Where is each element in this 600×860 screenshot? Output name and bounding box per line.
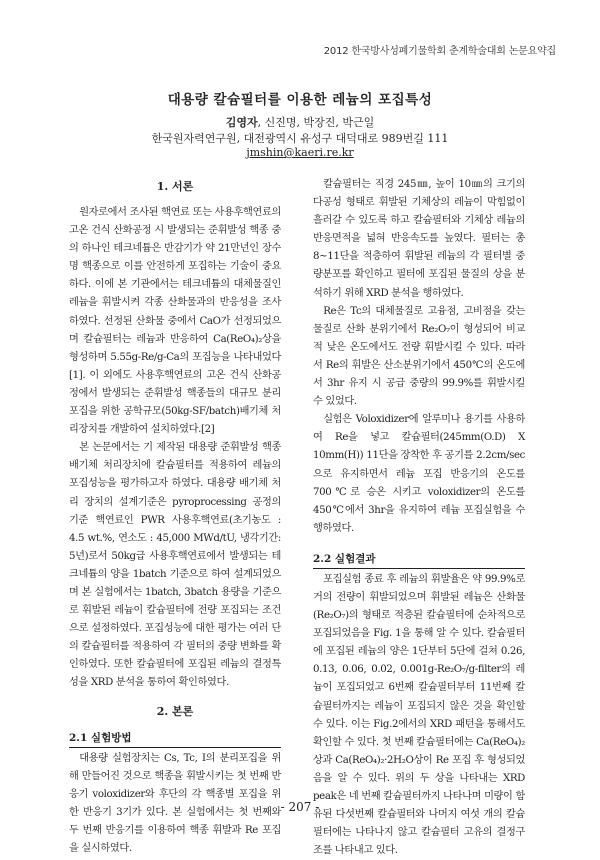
affiliation: 한국원자력연구원, 대전광역시 유성구 대덕대로 989번길 111 bbox=[151, 132, 449, 145]
contact-email[interactable]: jmshin@kaeri.re.kr bbox=[246, 146, 354, 159]
method-paragraph-3: Re은 Tc의 대체물질로 고융점, 고비점을 갖는 물질로 산화 분위기에서 Re₂O₇이 형성되어 비교적 낮은 온도에서도 전량 휘발시킬 수 있다. 따라서 Re의 휘발은 산소분위기에서 450℃의 온도에서 3hr 유지 시 공급 중량의 99.9%를 휘발시킬 수 있었다. bbox=[313, 305, 525, 408]
left-column bbox=[69, 176, 281, 858]
section-title-body: 2. 본론 bbox=[156, 704, 194, 718]
intro-paragraph-2: 본 논문에서는 기 제작된 대용량 준휘발성 핵종 배기체 처리장치에 칼슘필터를 적용하여 레늄의 포집성능을 평가하고자 하였다. 대용량 배기체 처리 장치의 설계기준은 pyroprocessing 공정의 기준 핵연료인 PWR 사용후핵연료(초기농도 : 4.5 wt.%, 연소도 : 45,000 MWd/tU, 냉각기간: 5년)로서 50kg급 사용후핵연료에서 발생되는 테크네튬의 양을 1batch 기준으로 하여 설계되었으며 본 실험에서는 1batch, 3batch 용량을 기준으로 휘발된 레늄이 칼슘필터에 전량 포집되는 조건으로 설정하였다. 포집성능에 대한 평가는 여러 단의 칼슘필터를 적용하여 각 필터의 중량 변화를 확인하였다. 또한 칼슘필터에 포집된 레늄의 결정특성을 XRD 분석을 통하여 확인하였다. bbox=[69, 442, 281, 689]
subsection-title-results: 2.2 실험결과 bbox=[313, 550, 525, 569]
co-authors: , 신진명, 박장진, 박근일 bbox=[257, 116, 375, 129]
intro-paragraph-1: 원자로에서 조사된 핵연료 또는 사용후핵연료의 고온 건식 산화공정 시 발생되는 준휘발성 핵종 중의 하나인 테크네튬은 반감기가 약 21만년인 장수명 핵종으로 이를 안전하게 포집하는 기술이 중요하다. 이에 본 기관에서는 테크네튬의 대체물질인 레늄을 휘발시켜 각종 산화물과의 반응성을 조사하였다. 선정된 산화물 중에서 CaO가 선정되었으며 칼슘필터는 레늄과 반응하여 Ca(ReO₄)₂상을 형성하며 5.55g-Re/g-Ca의 포집능을 나타내었다[1]. 이 외에도 사용후핵연료의 고온 건식 산화공정에서 발생되는 준휘발성 핵종들의 대규모 분리포집을 위한 공학규모(50kg-SF/batch)배기체 처리장치를 개발하여 설치하였다.[2] bbox=[69, 207, 281, 436]
method-paragraph-1: 대용량 실험장치는 Cs, Tc, I의 분리포집을 위해 만들어진 것으로 핵종을 휘발시키는 첫 번째 반응기 voloxidizer와 후단의 각 핵종별 포집을 위한 반응기 3기가 있다. 본 실험에서는 첫 번째와 두 번째 반응기를 이용하여 핵종 휘발과 Re 포집을 실시하였다. bbox=[69, 752, 281, 854]
right-column bbox=[313, 176, 525, 860]
method-paragraph-2: 칼슘필터는 직경 245㎜, 높이 10㎜의 크기의 다공성 형태로 휘발된 기체상의 레늄이 막힘없이 흘러갈 수 있도록 하고 칼슘필터와 기체상 레늄의 반응면적을 넓혀 반응속도를 높였다. 필터는 총 8~11단을 적층하여 휘발된 레늄의 각 필터별 중량분포를 확인하고 필터에 포집된 물질의 상을 분석하기 위해 XRD 분석을 행하였다. bbox=[313, 179, 525, 299]
results-paragraph-1: 포집실험 종료 후 레늄의 휘발율은 약 99.9%로 거의 전량이 휘발되었으며 휘발된 레늄은 산화물(Re₂O₇)의 형태로 적층된 칼슘필터에 순차적으로 포집되었음을 Fig. 1을 통해 알 수 있다. 칼슘필터에 포집된 레늄의 양은 1단부터 5단에 걸쳐 0.26, 0.13, 0.06, 0.02, 0.001g-Re₂O₇/g-filter의 레늄이 포집되었고 6번째 칼슘필터부터 11번째 칼슘필터까지는 레늄이 포집되지 않은 것을 확인할 수 있다. 이는 Fig.2에서의 XRD 패턴을 통해서도 확인할 수 있다. 첫 번째 칼슘필터에는 Ca(ReO₄)₂상과 Ca(ReO₄)₂·2H₂O상이 Re 포집 후 형성되었음을 알 수 있다. 위의 두 상을 나타내는 XRD peak은 네 번째 칼슘필터까지 나타나며 미량이 함유된 다섯번째 칼슘필터와 나머지 여섯 개의 칼슘필터에는 나타나지 않고 칼슘필터 고유의 결정구조를 나타내고 있다. bbox=[313, 573, 525, 857]
method-paragraph-4: 실험은 Voloxidizer에 알루미나 용기를 사용하여 Re을 넣고 칼슘필터(245mm(O.D) X 10mm(H)) 11단을 장착한 후 공기를 2.2cm/sec으로 유지하면서 레늄 포집 반응기의 온도를 700℃로 승온 시키고 voloxidizer의 온도를 450℃에서 3hr을 유지하여 레늄 포집실험을 수행하였다. bbox=[313, 414, 525, 534]
author-list bbox=[0, 114, 600, 130]
running-header: 2012 한국방사성폐기물학회 춘계학술대회 논문요약집 bbox=[323, 46, 556, 57]
first-author: 김영자 bbox=[225, 116, 258, 129]
paper-title: 대용량 칼슘필터를 이용한 레늄의 포집특성 bbox=[167, 92, 433, 108]
page-number: - 207 - bbox=[280, 800, 320, 814]
section-title-introduction: 1. 서론 bbox=[156, 180, 194, 193]
subsection-title-method: 2.1 실험방법 bbox=[69, 729, 281, 748]
